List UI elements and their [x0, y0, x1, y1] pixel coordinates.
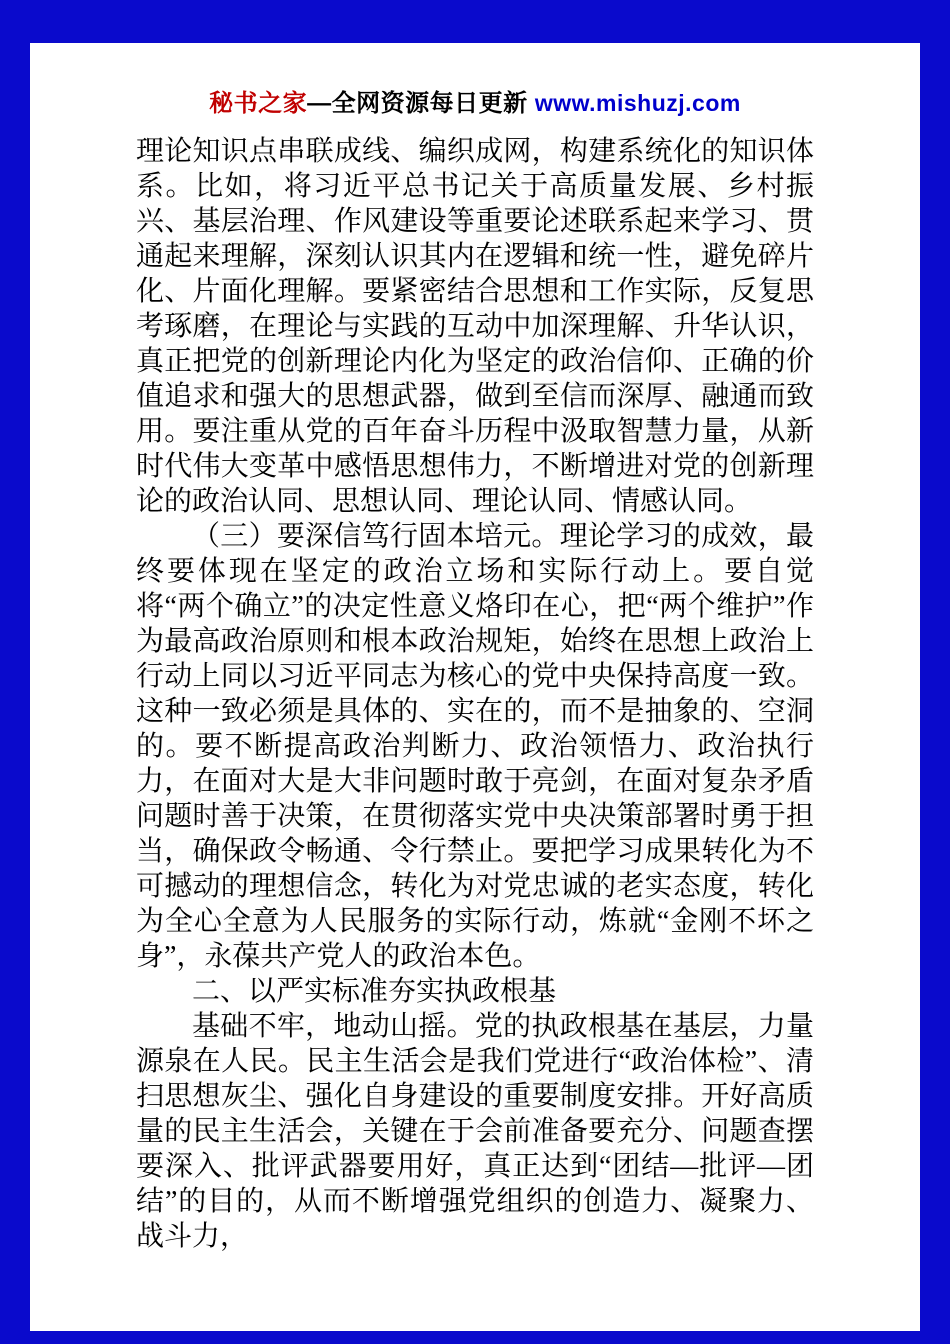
section-heading: 二、以严实标准夯实执政根基	[192, 976, 557, 1007]
site-header	[30, 83, 920, 118]
paragraph: 基础不牢，地动山摇。党的执政根基在基层，力量源泉在人民。民主生活会是我们党进行“政治体检”、清扫思想灰尘、强化自身建设的重要制度安排。开好高质量的民主生活会，关键在于会前准备要充分、问题查摆要深入、批评武器要用好，真正达到“团结—批评—团结”的目的，从而不断增强党组织的创造力、凝聚力、战斗力，	[136, 1011, 814, 1252]
document-page	[30, 43, 920, 1331]
site-tagline: —全网资源每日更新	[307, 90, 535, 117]
paragraph: （三）要深信笃行固本培元。理论学习的成效，最终要体现在坚定的政治立场和实际行动上。要自觉将“两个确立”的决定性意义烙印在心，把“两个维护”作为最高政治原则和根本政治规矩，始终在思想上政治上行动上同以习近平同志为核心的党中央保持高度一致。这种一致必须是具体的、实在的，而不是抽象的、空洞的。要不断提高政治判断力、政治领悟力、政治执行力，在面对大是大非问题时敢于亮剑，在面对复杂矛盾问题时善于决策，在贯彻落实党中央决策部署时勇于担当，确保政令畅通、令行禁止。要把学习成果转化为不可撼动的理想信念，转化为对党忠诚的老实态度，转化为全心全意为人民服务的实际行动，炼就“金刚不坏之身”，永葆共产党人的政治本色。	[136, 521, 814, 972]
paragraph: 理论知识点串联成线、编织成网，构建系统化的知识体系。比如，将习近平总书记关于高质量发展、乡村振兴、基层治理、作风建设等重要论述联系起来学习、贯通起来理解，深刻认识其内在逻辑和统一性，避免碎片化、片面化理解。要紧密结合思想和工作实际，反复思考琢磨，在理论与实践的互动中加深理解、升华认识，真正把党的创新理论内化为坚定的政治信仰、正确的价值追求和强大的思想武器，做到至信而深厚、融通而致用。要注重从党的百年奋斗历程中汲取智慧力量，从新时代伟大变革中感悟思想伟力，不断增进对党的创新理论的政治认同、思想认同、理论认同、情感认同。	[136, 136, 814, 517]
site-url-link[interactable]: www.mishuzj.com	[534, 90, 741, 116]
document-body	[136, 134, 814, 1254]
site-brand: 秘书之家	[209, 90, 308, 117]
